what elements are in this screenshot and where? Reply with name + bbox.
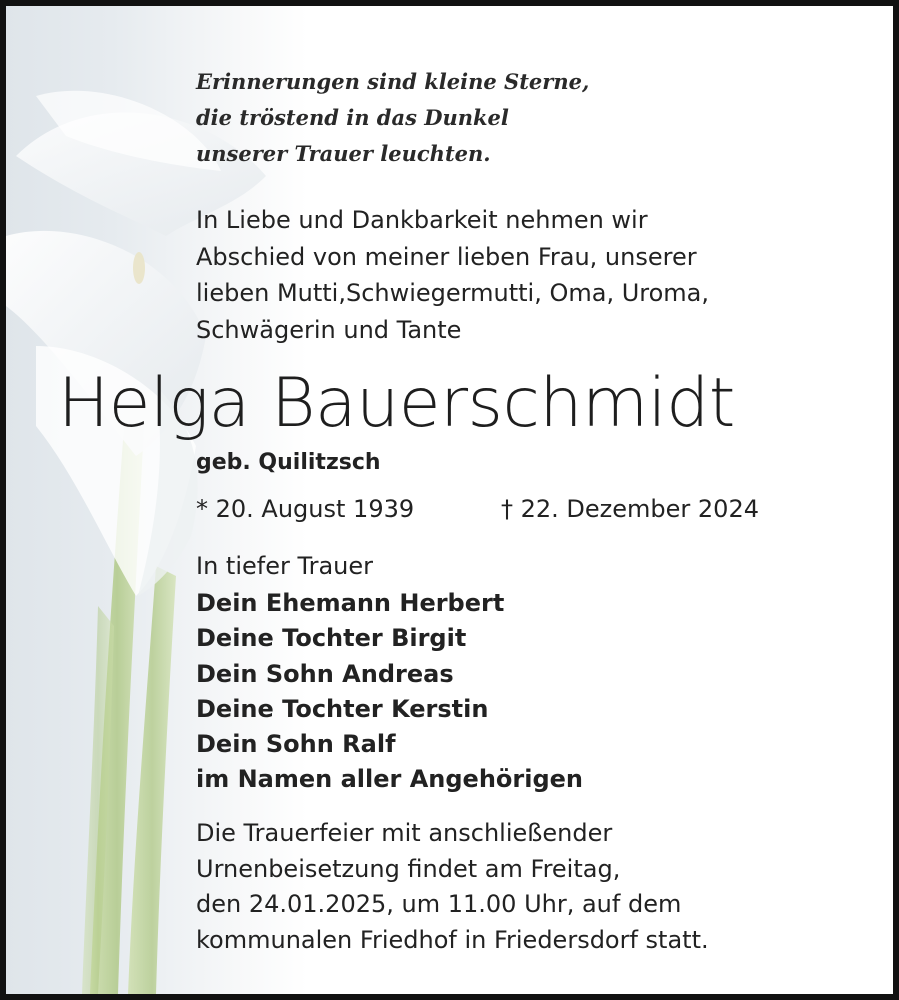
quote-line: Erinnerungen sind kleine Sterne, — [196, 69, 590, 94]
funeral-line: Die Trauerfeier mit anschließender — [196, 819, 613, 847]
intro-line: lieben Mutti,Schwiegermutti, Oma, Uroma, — [196, 279, 709, 307]
funeral-line: Urnenbeisetzung findet am Freitag, — [196, 854, 621, 883]
family-list — [196, 586, 583, 798]
intro-line: Abschied von meiner lieben Frau, unserer — [196, 242, 697, 271]
family-member: Dein Sohn Andreas — [196, 659, 454, 688]
birth-date: * 20. August 1939 — [196, 495, 415, 523]
intro-line: In Liebe und Dankbarkeit nehmen wir — [196, 206, 648, 234]
death-date: † 22. Dezember 2024 — [501, 495, 759, 523]
farewell-intro — [196, 202, 709, 348]
mourning-intro: In tiefer Trauer — [196, 552, 374, 580]
funeral-line: kommunalen Friedhof in Friedersdorf statt. — [196, 925, 709, 954]
deceased-name: Helga Bauerschmidt — [58, 364, 735, 443]
memorial-quote — [196, 64, 589, 172]
life-dates — [196, 495, 816, 523]
funeral-notice — [196, 816, 709, 958]
birth-name: geb. Quilitzsch — [196, 450, 381, 475]
quote-line: unserer Trauer leuchten. — [196, 141, 491, 166]
family-member: Dein Ehemann Herbert — [196, 589, 505, 617]
intro-line: Schwägerin und Tante — [196, 315, 462, 344]
quote-line: die tröstend in das Dunkel — [196, 105, 509, 130]
family-member: Deine Tochter Birgit — [196, 624, 467, 653]
family-member: im Namen aller Angehörigen — [196, 765, 584, 794]
funeral-line: den 24.01.2025, um 11.00 Uhr, auf dem — [196, 890, 682, 918]
family-member: Dein Sohn Ralf — [196, 730, 396, 759]
family-member: Deine Tochter Kerstin — [196, 694, 489, 723]
